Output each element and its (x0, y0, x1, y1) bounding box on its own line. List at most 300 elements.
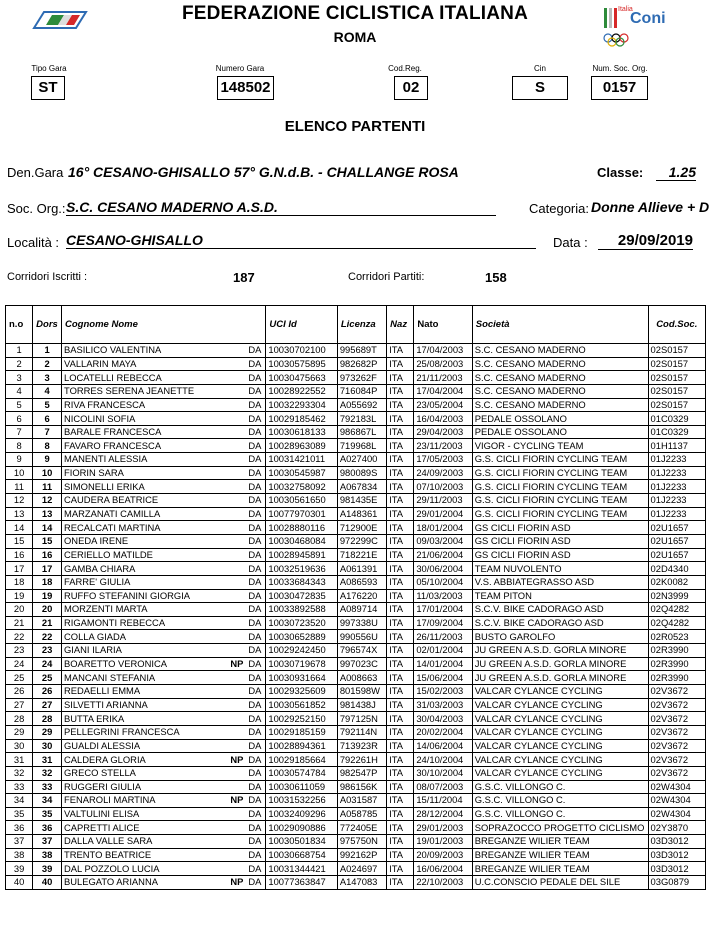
nationality: ITA (387, 753, 414, 767)
team-code: 02R3990 (648, 657, 705, 671)
category-code: DA (248, 398, 262, 410)
team-name: VALCAR CYLANCE CYCLING (472, 698, 648, 712)
table-row (6, 698, 706, 712)
bib-number: 29 (33, 725, 62, 739)
uci-id: 10032758092 (266, 480, 337, 494)
numero-gara-box: 148502 (217, 76, 274, 100)
rider-name: BARALE FRANCESCA (64, 426, 162, 438)
col-header-codsoc: Cod.Soc. (648, 306, 705, 344)
team-code: 02K0082 (648, 575, 705, 589)
uci-id: 10030468084 (266, 534, 337, 548)
birth-date: 09/03/2004 (414, 534, 472, 548)
document-title: ELENCO PARTENTI (284, 118, 426, 135)
team-code: 01J2233 (648, 480, 705, 494)
row-number: 11 (6, 480, 33, 494)
bib-number: 2 (33, 357, 62, 371)
team-code: 01C0329 (648, 425, 705, 439)
den-gara-label: Den.Gara (7, 165, 64, 180)
row-number: 17 (6, 562, 33, 576)
rider-name-cell (62, 657, 266, 671)
rider-name-cell (62, 398, 266, 412)
licence-number: 973262F (337, 371, 386, 385)
licence-number: A027400 (337, 453, 386, 467)
birth-date: 11/03/2003 (414, 589, 472, 603)
uci-id: 10030719678 (266, 657, 337, 671)
birth-date: 29/04/2003 (414, 425, 472, 439)
rider-name-cell (62, 453, 266, 467)
team-code: 02V3672 (648, 698, 705, 712)
team-code: 02D4340 (648, 562, 705, 576)
rider-name-cell (62, 835, 266, 849)
uci-id: 10028880116 (266, 521, 337, 535)
rider-name-cell (62, 644, 266, 658)
categoria-label: Categoria: (529, 201, 589, 216)
uci-id: 10028894361 (266, 739, 337, 753)
rider-name: GUALDI ALESSIA (64, 739, 141, 751)
rider-name-cell (62, 589, 266, 603)
rider-name: FAVARO FRANCESCA (64, 439, 162, 451)
birth-date: 31/03/2003 (414, 698, 472, 712)
nationality: ITA (387, 521, 414, 535)
rider-name: RIVA FRANCESCA (64, 398, 146, 410)
row-number: 5 (6, 398, 33, 412)
team-name: VIGOR - CYCLING TEAM (472, 439, 648, 453)
table-row (6, 875, 706, 889)
row-number: 1 (6, 344, 33, 358)
row-number: 12 (6, 494, 33, 508)
team-name: JU GREEN A.S.D. GORLA MINORE (472, 657, 648, 671)
table-row (6, 507, 706, 521)
row-number: 28 (6, 712, 33, 726)
licence-number: A067834 (337, 480, 386, 494)
bib-number: 24 (33, 657, 62, 671)
category-code: DA (248, 344, 262, 356)
bib-number: 8 (33, 439, 62, 453)
rider-name-cell (62, 575, 266, 589)
classe-label: Classe: (597, 165, 644, 180)
uci-id: 10032409296 (266, 807, 337, 821)
categoria-value: Donne Allieve + D (591, 199, 710, 215)
category-code: DA (248, 467, 262, 479)
nationality: ITA (387, 848, 414, 862)
team-name: G.S.C. VILLONGO C. (472, 794, 648, 808)
licence-number: 981435E (337, 494, 386, 508)
nationality: ITA (387, 548, 414, 562)
team-name: SOPRAZOCCO PROGETTO CICLISMO (472, 821, 648, 835)
rider-name-cell (62, 725, 266, 739)
nationality: ITA (387, 712, 414, 726)
licence-number: A086593 (337, 575, 386, 589)
table-row (6, 766, 706, 780)
den-gara-value: 16° CESANO-GHISALLO 57° G.N.d.B. - CHALLANGE ROSA (68, 164, 459, 180)
row-number: 38 (6, 848, 33, 862)
nationality: ITA (387, 412, 414, 426)
row-number: 16 (6, 548, 33, 562)
team-name: U.C.CONSCIO PEDALE DEL SILE (472, 875, 648, 889)
licence-number: 986867L (337, 425, 386, 439)
rider-name: LOCATELLI REBECCA (64, 371, 162, 383)
bib-number: 5 (33, 398, 62, 412)
bib-number: 33 (33, 780, 62, 794)
nationality: ITA (387, 780, 414, 794)
category-code: DA (248, 617, 262, 629)
row-number: 36 (6, 821, 33, 835)
birth-date: 30/04/2003 (414, 712, 472, 726)
nationality: ITA (387, 862, 414, 876)
bib-number: 36 (33, 821, 62, 835)
team-code: 03D3012 (648, 862, 705, 876)
team-name: G.S. CICLI FIORIN CYCLING TEAM (472, 507, 648, 521)
category-code: DA (248, 385, 262, 397)
nationality: ITA (387, 494, 414, 508)
rider-name-cell (62, 344, 266, 358)
uci-id: 10029090886 (266, 821, 337, 835)
coni-logo (600, 4, 680, 48)
table-row (6, 794, 706, 808)
category-code: DA (248, 589, 262, 601)
bib-number: 27 (33, 698, 62, 712)
uci-id: 10029185664 (266, 753, 337, 767)
rider-name: GRECO STELLA (64, 767, 136, 779)
rider-name: CAPRETTI ALICE (64, 821, 140, 833)
nationality: ITA (387, 630, 414, 644)
licence-number: 986156K (337, 780, 386, 794)
bib-number: 12 (33, 494, 62, 508)
rider-name-cell (62, 712, 266, 726)
uci-id: 10030501834 (266, 835, 337, 849)
rider-name: BOARETTO VERONICA (64, 658, 167, 670)
coni-small-label: Italia (618, 6, 633, 13)
bib-number: 6 (33, 412, 62, 426)
team-name: BREGANZE WILIER TEAM (472, 848, 648, 862)
coni-label: Coni (630, 10, 666, 27)
row-number: 31 (6, 753, 33, 767)
team-name: BUSTO GAROLFO (472, 630, 648, 644)
uci-id: 10030472835 (266, 589, 337, 603)
licence-number: 801598W (337, 685, 386, 699)
nationality: ITA (387, 725, 414, 739)
rider-name-cell (62, 698, 266, 712)
row-number: 39 (6, 862, 33, 876)
licence-number: A148361 (337, 507, 386, 521)
team-name: BREGANZE WILIER TEAM (472, 862, 648, 876)
table-row (6, 439, 706, 453)
nationality: ITA (387, 371, 414, 385)
uci-id: 10029242450 (266, 644, 337, 658)
uci-id: 10030931664 (266, 671, 337, 685)
category-code: DA (248, 671, 262, 683)
birth-date: 17/04/2004 (414, 384, 472, 398)
team-code: 02S0157 (648, 371, 705, 385)
row-number: 9 (6, 453, 33, 467)
row-number: 34 (6, 794, 33, 808)
category-code: DA (248, 658, 262, 670)
birth-date: 30/06/2004 (414, 562, 472, 576)
row-number: 2 (6, 357, 33, 371)
rider-name: VALLARIN MAYA (64, 357, 137, 369)
category-code: DA (248, 794, 262, 806)
rider-name-cell (62, 480, 266, 494)
nationality: ITA (387, 644, 414, 658)
rider-name: RIGAMONTI REBECCA (64, 617, 166, 629)
birth-date: 26/11/2003 (414, 630, 472, 644)
team-code: 02S0157 (648, 384, 705, 398)
uci-id: 10030545987 (266, 466, 337, 480)
row-number: 10 (6, 466, 33, 480)
birth-date: 24/10/2004 (414, 753, 472, 767)
rider-name: CERIELLO MATILDE (64, 548, 153, 560)
category-code: DA (248, 412, 262, 424)
licence-number: 797125N (337, 712, 386, 726)
team-code: 01J2233 (648, 507, 705, 521)
birth-date: 19/01/2003 (414, 835, 472, 849)
row-number: 26 (6, 685, 33, 699)
rider-name-cell (62, 821, 266, 835)
birth-date: 24/09/2003 (414, 466, 472, 480)
rider-name-cell (62, 766, 266, 780)
table-row (6, 494, 706, 508)
licence-number: 997338U (337, 616, 386, 630)
rider-name: BUTTA ERIKA (64, 712, 125, 724)
team-name: VALCAR CYLANCE CYCLING (472, 766, 648, 780)
licence-number: A147083 (337, 875, 386, 889)
uci-id: 10030475663 (266, 371, 337, 385)
nationality: ITA (387, 507, 414, 521)
nationality: ITA (387, 794, 414, 808)
uci-id: 10030611059 (266, 780, 337, 794)
rider-name: RUFFO STEFANINI GIORGIA (64, 589, 191, 601)
licence-number: 972299C (337, 534, 386, 548)
bib-number: 10 (33, 466, 62, 480)
team-code: 02S0157 (648, 357, 705, 371)
bib-number: 35 (33, 807, 62, 821)
table-row (6, 521, 706, 535)
team-name: GS CICLI FIORIN ASD (472, 521, 648, 535)
team-name: VALCAR CYLANCE CYCLING (472, 739, 648, 753)
row-number: 40 (6, 875, 33, 889)
team-code: 02U1657 (648, 534, 705, 548)
team-code: 02R3990 (648, 671, 705, 685)
team-name: S.C. CESANO MADERNO (472, 344, 648, 358)
table-row (6, 644, 706, 658)
table-row (6, 466, 706, 480)
team-code: 02W4304 (648, 780, 705, 794)
rider-name: MORZENTI MARTA (64, 603, 148, 615)
bib-number: 37 (33, 835, 62, 849)
birth-date: 20/02/2004 (414, 725, 472, 739)
uci-id: 10031532256 (266, 794, 337, 808)
team-name: BREGANZE WILIER TEAM (472, 835, 648, 849)
table-row (6, 630, 706, 644)
uci-id: 10028922552 (266, 384, 337, 398)
table-row (6, 616, 706, 630)
table-row (6, 425, 706, 439)
category-code: DA (248, 726, 262, 738)
bib-number: 13 (33, 507, 62, 521)
uci-id: 10029325609 (266, 685, 337, 699)
rider-name: SILVETTI ARIANNA (64, 698, 148, 710)
table-row (6, 480, 706, 494)
birth-date: 15/11/2004 (414, 794, 472, 808)
bib-number: 21 (33, 616, 62, 630)
team-code: 02N3999 (648, 589, 705, 603)
soc-org-label: Soc. Org.: (7, 201, 66, 216)
col-header-nato: Nato (414, 306, 472, 344)
row-number: 13 (6, 507, 33, 521)
category-code: DA (248, 808, 262, 820)
rider-name-cell (62, 671, 266, 685)
bib-number: 40 (33, 875, 62, 889)
nationality: ITA (387, 344, 414, 358)
rider-name-cell (62, 630, 266, 644)
category-code: DA (248, 780, 262, 792)
row-number: 37 (6, 835, 33, 849)
team-name: JU GREEN A.S.D. GORLA MINORE (472, 671, 648, 685)
rider-name-cell (62, 753, 266, 767)
rider-name: DAL POZZOLO LUCIA (64, 862, 160, 874)
licence-number: 982547P (337, 766, 386, 780)
rider-name: MARZANATI CAMILLA (64, 508, 161, 519)
team-code: 01H1137 (648, 439, 705, 453)
nationality: ITA (387, 480, 414, 494)
team-code: 02V3672 (648, 685, 705, 699)
birth-date: 17/01/2004 (414, 603, 472, 617)
table-row (6, 548, 706, 562)
team-name: G.S. CICLI FIORIN CYCLING TEAM (472, 453, 648, 467)
licence-number: 975750N (337, 835, 386, 849)
team-code: 01J2233 (648, 453, 705, 467)
birth-date: 23/05/2004 (414, 398, 472, 412)
team-name: VALCAR CYLANCE CYCLING (472, 712, 648, 726)
birth-date: 22/10/2003 (414, 875, 472, 889)
cin-label: Cin (533, 64, 546, 73)
iscritti-label: Corridori Iscritti : (7, 271, 88, 283)
rider-name-cell (62, 739, 266, 753)
birth-date: 16/06/2004 (414, 862, 472, 876)
licence-number: 792261H (337, 753, 386, 767)
nationality: ITA (387, 562, 414, 576)
table-row (6, 534, 706, 548)
nationality: ITA (387, 603, 414, 617)
birth-date: 07/10/2003 (414, 480, 472, 494)
bib-number: 16 (33, 548, 62, 562)
licence-number: 792183L (337, 412, 386, 426)
bib-number: 32 (33, 766, 62, 780)
uci-id: 10030723520 (266, 616, 337, 630)
table-row (6, 671, 706, 685)
data-label: Data : (553, 235, 588, 250)
col-header-licenza: Licenza (337, 306, 386, 344)
nationality: ITA (387, 357, 414, 371)
team-code: 02Q4282 (648, 616, 705, 630)
rider-name: GAMBA CHIARA (64, 562, 136, 574)
table-row (6, 835, 706, 849)
licence-number: 716084P (337, 384, 386, 398)
category-code: DA (248, 439, 262, 451)
nationality: ITA (387, 534, 414, 548)
bib-number: 26 (33, 685, 62, 699)
team-name: G.S.C. VILLONGO C. (472, 780, 648, 794)
team-name: S.C. CESANO MADERNO (472, 371, 648, 385)
birth-date: 15/02/2003 (414, 685, 472, 699)
soc-org-value: S.C. CESANO MADERNO A.S.D. (66, 199, 496, 216)
licence-number: 713923R (337, 739, 386, 753)
team-name: VALCAR CYLANCE CYCLING (472, 685, 648, 699)
rider-name-cell (62, 412, 266, 426)
not-started-flag: NP (230, 658, 244, 670)
rider-name: GIANI ILARIA (64, 644, 122, 656)
cin-box: S (512, 76, 568, 100)
team-name: S.C. CESANO MADERNO (472, 398, 648, 412)
numero-gara-label: Numero Gara (215, 64, 265, 73)
col-header-no: n.o (6, 306, 33, 344)
rider-name: SIMONELLI ERIKA (64, 480, 145, 492)
birth-date: 02/01/2004 (414, 644, 472, 658)
rider-name-cell (62, 357, 266, 371)
table-row (6, 453, 706, 467)
nationality: ITA (387, 616, 414, 630)
licence-number: 772405E (337, 821, 386, 835)
num-soc-box: 0157 (591, 76, 648, 100)
team-name: GS CICLI FIORIN ASD (472, 548, 648, 562)
uci-id: 10030618133 (266, 425, 337, 439)
bib-number: 1 (33, 344, 62, 358)
team-code: 02S0157 (648, 344, 705, 358)
col-header-societa: Società (472, 306, 648, 344)
birth-date: 14/06/2004 (414, 739, 472, 753)
team-name: TEAM NUVOLENTO (472, 562, 648, 576)
uci-id: 10030561852 (266, 698, 337, 712)
team-code: 02V3672 (648, 739, 705, 753)
row-number: 22 (6, 630, 33, 644)
table-row (6, 780, 706, 794)
category-code: DA (248, 548, 262, 560)
row-number: 14 (6, 521, 33, 535)
bib-number: 3 (33, 371, 62, 385)
table-row (6, 603, 706, 617)
category-code: DA (248, 453, 262, 465)
localita-value: CESANO-GHISALLO (66, 232, 536, 249)
birth-date: 25/08/2003 (414, 357, 472, 371)
data-value: 29/09/2019 (598, 232, 693, 250)
row-number: 8 (6, 439, 33, 453)
team-name: VALCAR CYLANCE CYCLING (472, 725, 648, 739)
table-row (6, 371, 706, 385)
table-row (6, 685, 706, 699)
licence-number: 992162P (337, 848, 386, 862)
rider-name: REDAELLI EMMA (64, 685, 141, 697)
bib-number: 22 (33, 630, 62, 644)
birth-date: 15/06/2004 (414, 671, 472, 685)
nationality: ITA (387, 425, 414, 439)
licence-number: A031587 (337, 794, 386, 808)
nationality: ITA (387, 685, 414, 699)
rider-name: NICOLINI SOFIA (64, 412, 136, 424)
rider-name-cell (62, 862, 266, 876)
uci-id: 10030652889 (266, 630, 337, 644)
rider-name-cell (62, 521, 266, 535)
nationality: ITA (387, 821, 414, 835)
rider-name: RUGGERI GIULIA (64, 780, 142, 792)
row-number: 4 (6, 384, 33, 398)
birth-date: 29/01/2004 (414, 507, 472, 521)
category-code: DA (248, 603, 262, 615)
category-code: DA (248, 576, 262, 588)
bib-number: 20 (33, 603, 62, 617)
rider-name: BASILICO VALENTINA (64, 344, 162, 356)
bib-number: 19 (33, 589, 62, 603)
row-number: 23 (6, 644, 33, 658)
